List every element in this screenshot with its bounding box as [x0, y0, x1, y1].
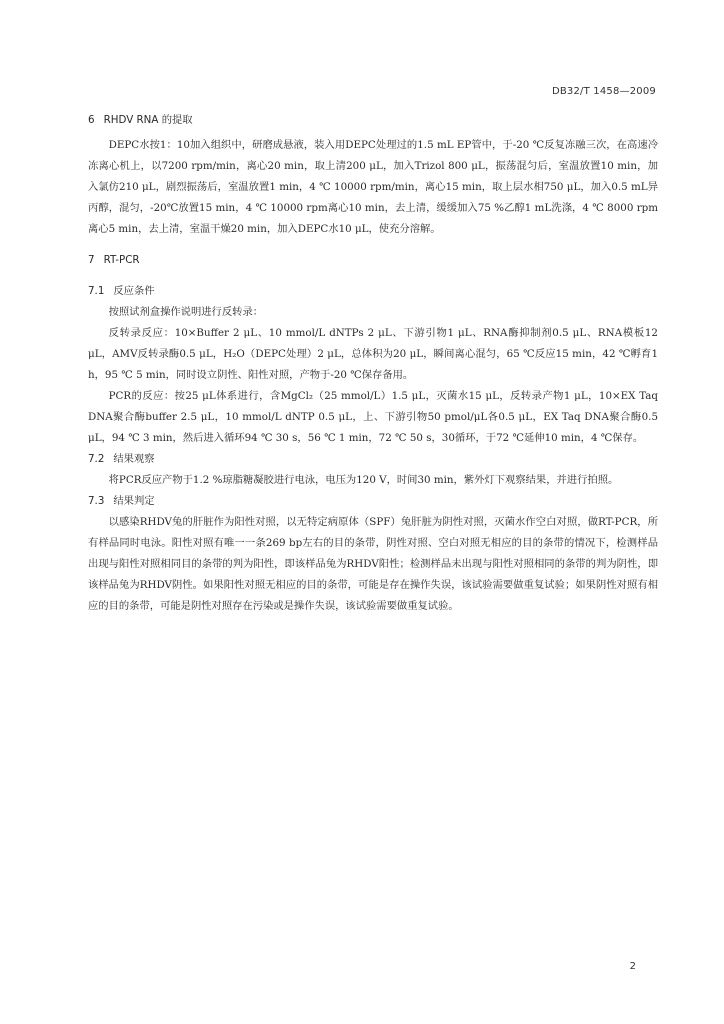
section-number: 7.3 — [88, 495, 105, 507]
paragraph-rna-extraction: DEPC水按1：10加入组织中，研磨成悬液，装入用DEPC处理过的1.5 mL EP管中，于-20 ℃反复冻融三次，在高速冷冻离心机上，以7200 rpm/min，离心20 min，取上清200 μL，加入Trizol 800 μL，振荡混匀后，室温放置10 min，加入氯仿210 μL，剧烈振荡后，室温放置1 min，4 ℃ 10000 rpm/min，离心15 min，取上层水相750 μL，加入0.5 mL异丙醇，混匀，-20℃放置15 min，4 ℃ 10000 rpm离心10 min，去上清，缓缓加入75 %乙醇1 mL洗涤，4 ℃ 8000 rpm离心5 min，去上清，室温干燥20 min，加入DEPC水10 μL，使充分溶解。 — [88, 139, 658, 235]
section-heading-7 — [88, 250, 658, 271]
section-heading-7-3 — [88, 491, 658, 512]
paragraph-result-judgement: 以感染RHDV兔的肝脏作为阳性对照，以无特定病原体（SPF）兔肝脏为阴性对照，灭菌水作空白对照，做RT-PCR，所有样品同时电泳。阳性对照有唯一一条269 bp左右的目的条带，阴性对照、空白对照无相应的目的条带的情况下，检测样品出现与阳性对照相同目的条带的判为阳性，即该样品兔为RHDV阳性；检测样品未出现与阳性对照相同的条带的判为阴性，即该样品兔为RHDV阴性。如果阳性对照无相应的目的条带，可能是存在操作失误，该试验需要做重复试验；如果阴性对照有相应的目的条带，可能是阴性对照存在污染或是操作失误，该试验需要做重复试验。 — [88, 516, 658, 612]
section-title: 反应条件 — [113, 285, 155, 297]
section-heading-7-1 — [88, 281, 658, 302]
section-title: RT-PCR — [103, 254, 140, 266]
page-number: 2 — [629, 961, 636, 972]
section-number: 7.2 — [88, 453, 105, 465]
paragraph-pcr-reaction: PCR的反应：按25 μL体系进行，含MgCl₂（25 mmol/L）1.5 μL，灭菌水15 μL，反转录产物1 μL，10×EX Taq DNA聚合酶buffer 2.5 μL，10 mmol/L dNTP 0.5 μL，上、下游引物50 pmol/μL各0.5 μL，EX Taq DNA聚合酶0.5 μL，94 ℃ 3 min，然后进入循环94 ℃ 30 s，56 ℃ 1 min，72 ℃ 50 s，30循环，于72 ℃延伸10 min，4 ℃保存。 — [88, 390, 658, 444]
paragraph-kit-instructions: 按照试剂盒操作说明进行反转录： — [108, 306, 264, 318]
document-body — [88, 110, 658, 617]
section-title: 结果观察 — [113, 453, 155, 465]
paragraph-result-observation: 将PCR反应产物于1.2 %琼脂糖凝胶进行电泳，电压为120 V，时间30 min，紫外灯下观察结果，并进行拍照。 — [108, 474, 619, 486]
section-number: 7.1 — [88, 285, 105, 297]
section-title: RHDV RNA 的提取 — [103, 114, 193, 126]
standard-code: DB32/T 1458—2009 — [551, 86, 656, 97]
section-heading-7-2 — [88, 449, 658, 470]
section-number: 7 — [88, 254, 95, 266]
section-title: 结果判定 — [113, 495, 155, 507]
paragraph-reverse-transcription: 反转录反应：10×Buffer 2 μL、10 mmol/L dNTPs 2 μL、下游引物1 μL、RNA酶抑制剂0.5 μL、RNA模板12 μL，AMV反转录酶0.5 μL，H₂O（DEPC处理）2 μL，总体积为20 μL，瞬间离心混匀，65 ℃反应15 min，42 ℃孵育1 h，95 ℃ 5 min，同时设立阴性、阳性对照，产物于-20 ℃保存备用。 — [88, 327, 658, 381]
section-heading-6 — [88, 110, 658, 131]
section-number: 6 — [88, 114, 95, 126]
